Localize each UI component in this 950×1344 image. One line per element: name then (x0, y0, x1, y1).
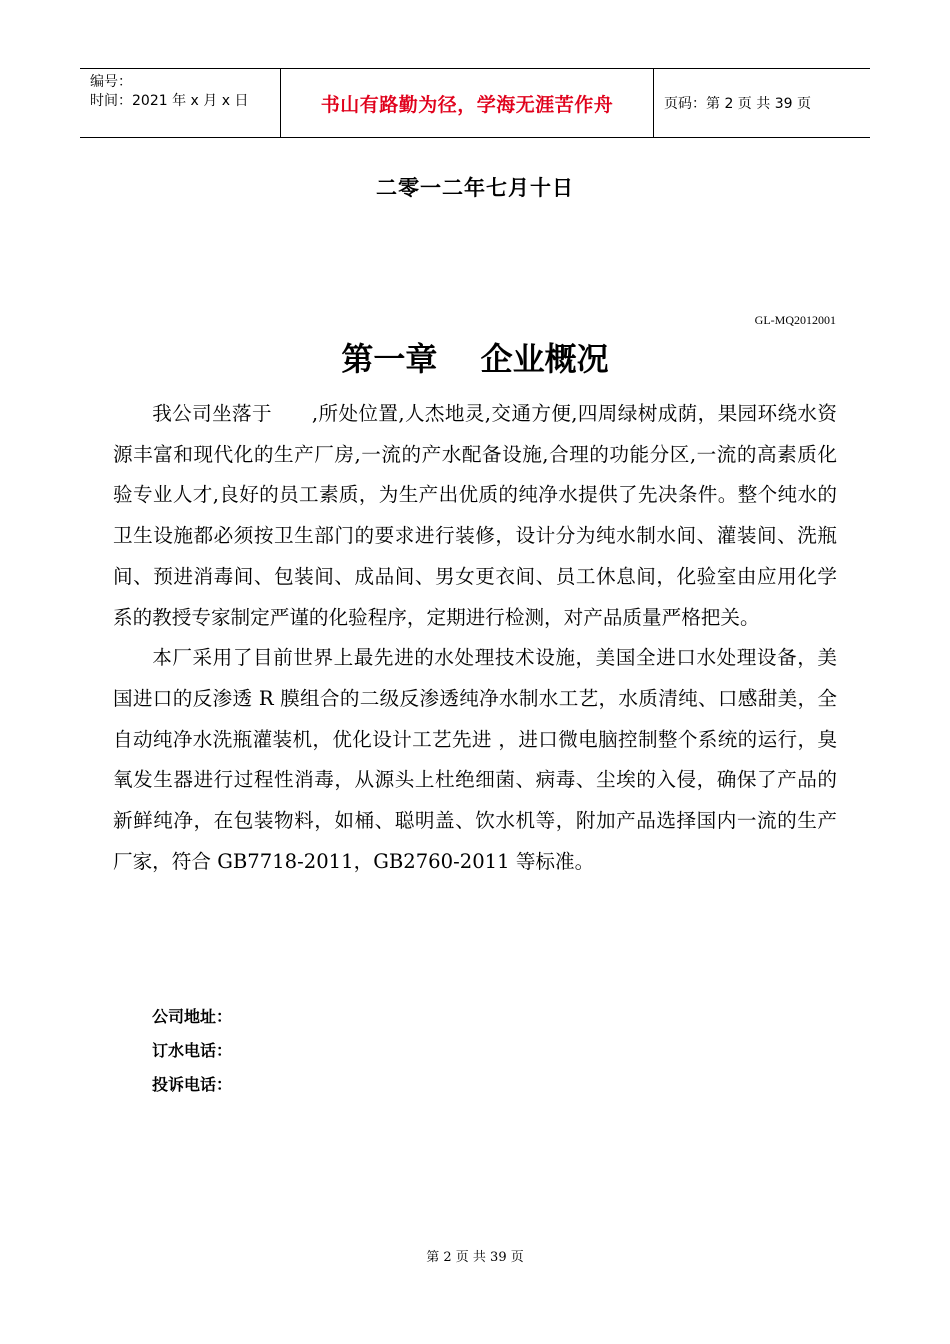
document-code: GL-MQ2012001 (754, 313, 836, 327)
contact-info (152, 1000, 232, 1102)
document-number-label: 编号： (90, 74, 132, 90)
header-meta (80, 69, 281, 137)
chapter-title: 第一章 企业概况 (341, 340, 609, 378)
body-text (113, 394, 837, 882)
order-phone-label: 订水电话： (152, 1041, 233, 1060)
header-motto-cell (281, 69, 654, 137)
date-title: 二零一二年七月十日 (376, 176, 574, 200)
paragraph: 本厂采用了目前世界上最先进的水处理技术设施，美国全进口水处理设备，美国进口的反渗透 R 膜组合的二级反渗透纯净水制水工艺，水质清纯、口感甜美，全自动纯净水洗瓶灌装机，优化设计工艺先进 ，进口微电脑控制整个系统的运行，臭氧发生器进行过程性消毒，从源头上杜绝细菌、病毒、尘埃的入侵，确保了产品的新鲜纯净，在包装物料，如桶、聪明盖、饮水机等，附加产品选择国内一流的生产厂家，符合 GB7718-2011，GB2760-2011 等标准。 (113, 646, 837, 873)
page-header (80, 68, 870, 138)
company-address-label: 公司地址： (152, 1007, 233, 1026)
header-page-info: 页码：第 2 页 共 39 页 (664, 96, 811, 112)
document-time: 时间：2021 年 x 月 x 日 (90, 93, 249, 109)
complaint-phone-label: 投诉电话： (152, 1075, 233, 1094)
page-footer: 第 2 页 共 39 页 (426, 1250, 524, 1265)
header-motto: 书山有路勤为径，学海无涯苦作舟 (320, 93, 614, 116)
paragraph: 我公司坐落于 ,所处位置,人杰地灵,交通方便,四周绿树成荫，果园环绕水资源丰富和现代化的生产厂房,一流的产水配备设施,合理的功能分区,一流的高素质化验专业人才,良好的员工素质，为生产出优质的纯净水提供了先决条件。整个纯水的卫生设施都必须按卫生部门的要求进行装修，设计分为纯水制水间、灌装间、洗瓶间、预进消毒间、包装间、成品间、男女更衣间、员工休息间，化验室由应用化学系的教授专家制定严谨的化验程序，定期进行检测，对产品质量严格把关。 (113, 402, 837, 629)
